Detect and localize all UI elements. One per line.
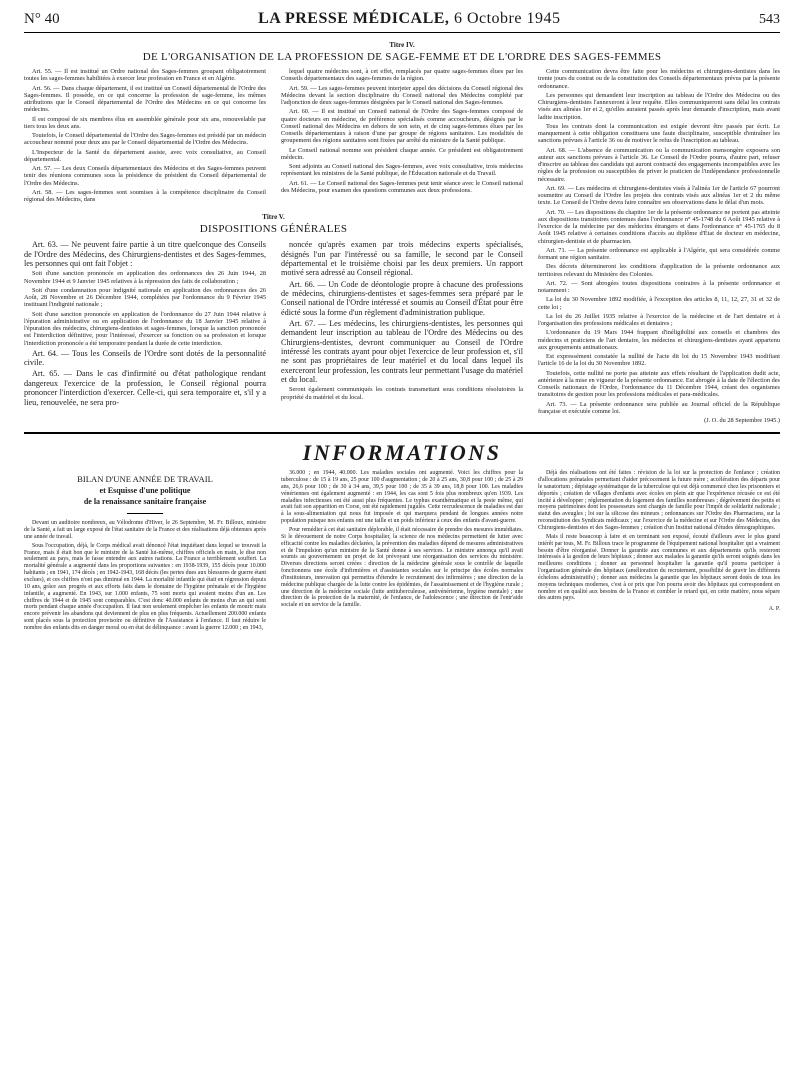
bilan-subtitle-2: de la renaissance sanitaire française — [83, 497, 207, 507]
article-paragraph: Art. 68. — L'absence de communication ou la communication mensongère exposera son auteur aux sanctions prévues à l'article 36. Le Conseil de l'Ordre pourra, d'autre part, refuser d'inscrire au tableau des candidats qui auront contracté des engagements incompatibles avec les règles de la profession ou susceptibles de priver le praticien de l'indépendance professionnelle nécessaire. — [538, 146, 780, 183]
article-paragraph: Devant un auditoire nombreux, au Vélodrome d'Hiver, le 26 Septembre, M. Fr. Billoux, ministre de la Santé, a fait un large exposé de l'état sanitaire de la France et des réalisations déjà obtenues après une année de travail. — [24, 520, 266, 540]
article-paragraph: Art. 55. — Il est institué un Ordre national des Sages-femmes groupant obligatoirement toutes les sages-femmes habilitées à exercer leur profession en France et en Algérie. — [24, 68, 266, 83]
article-paragraph: Sont adjoints au Conseil national des Sages-femmes, avec voix consultative, trois médecins représentant les ministres de la Santé publique, de l'Éducation nationale et du Travail. — [281, 163, 523, 178]
bilan-subtitle-1: et Esquisse d'une politique — [99, 486, 191, 496]
article-paragraph: Est expressément constatée la nullité de l'acte dit loi du 15 Novembre 1943 modifiant l'article 16 de la loi du 30 Novembre 1892. — [538, 353, 780, 368]
informations-column-2 — [281, 470, 523, 634]
issue-number: N° 40 — [24, 11, 60, 27]
article-paragraph: Art. 70. — Les dispositions du chapitre 1er de la présente ordonnance ne portent pas atteinte aux dispositions transitoires contenues dans l'ordonnance n° 45-1748 du 6 Août 1945 relative à l'exercice de la médecine par des médecins étrangers et dans l'ordonnance n° 45-1765 du 8 Août 1945 relative à certaines conditions d'accès au diplôme d'État de docteur en médecine, chirurgien-dentiste et de pharmacien. — [538, 208, 780, 245]
article-paragraph: Art. 65. — Dans le cas d'infirmité ou d'état pathologique rendant dangereux l'exercice de la profession, le Conseil régional pourra prononcer l'interdiction d'exercer. Celle-ci, qui sera temporaire et, s'il y a lieu, renouvelée, ne sera pro- — [24, 369, 266, 407]
article-paragraph: Soit d'une condamnation pour indignité nationale en application des ordonnances des 26 Août, 28 Novembre et 26 Décembre 1944, complétées par l'ordonnance du 9 Février 1945 instituant l'indignité nationale ; — [24, 286, 266, 309]
section-divider — [24, 432, 780, 434]
article-paragraph: La loi du 26 Juillet 1935 relative à l'exercice de la médecine et de l'art dentaire et à l'organisation des professions médicales et dentaires ; — [538, 312, 780, 327]
article-paragraph: L'ordonnance du 19 Mars 1944 frappant d'inéligibilité aux conseils et chambres des médecins et praticiens de l'art dentaire, les médecins et chirurgiens-dentistes ayant appartenu aux groupements antinationaux. — [538, 329, 780, 351]
article-paragraph: 36.000 ; en 1944, 40.000. Les maladies sociales ont augmenté. Voici les chiffres pour la tuberculose : de 15 à 19 ans, 25 pour 100 d'augmentation ; de 20 à 25 ans, 30,8 pour 100 ; de 25 à 29 ans, 26,6 pour 100 ; de 30 à 34 ans, 39,5 pour 100 ; de 35 à 39 ans, 18,8 pour 100. Les maladies vénériennes ont également augmenté : en 1944, les cas sont 5 fois plus nombreux qu'en 1939. Les maladies infectieuses ont été aussi plus fréquentes. Le typhus exanthématique et la peste même, qui avait fait son apparition en Corse, ont été rapidement jugulés. Cette recrudescence de maladies est due à la sous-alimentation qui nous fut imposée et qui marquera pendant de longues années notre population puisque nos enfants ont une taille et un poids inférieur à ceux des enfants d'avant-guerre. — [281, 470, 523, 525]
section-v-columns — [24, 240, 523, 409]
article-paragraph: Les personnes qui demandent leur inscription au tableau de l'Ordre des Médecins ou des Chirurgiens-dentistes l'annexeront à leur requête. Elles communiqueront sans délai les contrats visés aux alinéas 1er et 2, qu'elles auraient passés après leur demande d'inscription, mais avant ladite inscription. — [538, 91, 780, 121]
article-paragraph: Sous l'occupation, déjà, le Corps médical avait dénoncé l'état inquiétant dans lequel se trouvait la France, mais il était bon que le ministre de la Santé lui-même, chiffres officiels en main, le dise non seulement au pays, mais le fasse entendre aux autres nations. La France a terriblement souffert. La mortalité générale a augmenté dans les proportions suivantes : en 1938-1939, 155 décès pour 10.000 habitants ; en 1941, 174 décès ; en 1942-1943, 168 décès (les pertes dues aux blessures de guerre étant exclues), et ces chiffres n'ont pas diminué en 1944. La mortalité infantile qui était en régression depuis 10 ans, grâce aux progrès et aux efforts faits dans le domaine de l'hygiène prénatale et de l'hygiène infantile, a augmenté. En 1943, sur 1.000 enfants, 75 sont morts qui avaient moins d'un an. Les chiffres de 1944 et de 1945 sont comparables. C'est donc 40.000 enfants de moins d'un an qui sont morts pendant chaque année d'occupation. Il faut non seulement empêcher les enfants de mourir mais encore prévenir les abandons qui deviennent de plus en plus fréquents. Actuellement 200.000 enfants sont placés sous la protection provisoire ou définitive de l'Assistance à l'enfance. Il faut réduire le nombre des enfants dits en danger moral ou en état de délinquance : avant la guerre 12.000 ; en 1943, — [24, 542, 266, 631]
title-rule — [127, 513, 163, 514]
article-paragraph: La loi du 30 Novembre 1892 modifiée, à l'exception des articles 8, 11, 12, 27, 31 et 32 de cette loi ; — [538, 296, 780, 311]
article-paragraph: Art. 73. — La présente ordonnance sera publiée au Journal officiel de la République française et exécutée comme loi. — [538, 400, 780, 415]
article-paragraph: Art. 63. — Ne peuvent faire partie à un titre quelconque des Conseils de l'Ordre des Médecins, des Chirurgiens-dentistes et des Sages-femmes, les personnes qui ont fait l'objet : — [24, 240, 266, 268]
page-number: 543 — [758, 12, 780, 27]
article-paragraph: Pour remédier à cet état sanitaire déplorable, il était nécessaire de prendre des mesures immédiates. Si le dévouement de notre Corps hospitalier, la science de nos médecins permettent de lutter avec efficacité contre les maladies déclarées, la prévention des maladies dépend de mesures administratives et de l'impulsion qu'un ministre de la Santé donne à ses services. Le ministre annonça qu'il avait soumis au gouvernement un projet de loi prévoyant une réorganisation des services du ministère. Diverses directions seront créées : direction de la médecine générale sous le contrôle de laquelle fonctionnera une école d'infirmières et d'assistantes sociales sur le principe des écoles normales d'instituteurs, innovation qui permettra d'étendre le recrutement des infirmières ; une direction de la médecine publique chargée de la lutte contre les épidémies, de l'assainissement et de l'hygiène rurale ; une direction de la médecine sociale (lutte antituberculeuse, antivénérienne, hygiène mentale) ; une direction de la protection de la maternité, de l'enfance, de l'adolescence ; une direction de l'entr'aide sociale et un service de la famille. — [281, 527, 523, 609]
section-iv-column-2 — [281, 68, 523, 205]
right-column — [538, 68, 780, 426]
informations-columns — [24, 470, 780, 634]
section-v-column-2 — [281, 240, 523, 409]
article-paragraph: noncée qu'après examen par trois médecins experts spécialisés, désignés l'un par l'intéressé ou sa famille, le second par le Conseil départemental et le troisième choisi par les deux premiers. Un rapport motivé sera adressé au Conseil régional. — [281, 240, 523, 278]
article-paragraph: Art. 69. — Les médecins et chirurgiens-dentistes visés à l'alinéa 1er de l'article 67 pourront soumettre au Conseil de l'Ordre les projets des contrats visés aux alinéas 1er et 2 du même texte. Le Conseil de l'Ordre devra faire connaître ses observations dans le délai d'un mois. — [538, 184, 780, 207]
article-paragraph: Soit d'une sanction prononcée en application de l'ordonnance du 27 Juin 1944 relative à l'épuration administrative ou en application de l'ordonnance du 18 Janvier 1945 relative à l'épuration des médecins, chirurgiens-dentistes et sages-femmes, lorsque la sanction prononcée est l'interdiction définitive, pour l'intéressé, d'exercer sa fonction ou sa profession et lorsque l'interdiction prononcée a été temporaire pendant la durée de cette interdiction. — [24, 310, 266, 347]
titre-v-label: Titre V. — [262, 213, 285, 222]
journal-title — [258, 10, 560, 28]
author-signature: A. P. — [768, 606, 780, 613]
issue-date: 6 Octobre 1945 — [453, 10, 561, 27]
article-paragraph: lequel quatre médecins sont, à cet effet, remplacés par quatre sages-femmes élues par les Conseils départementaux des sages-femmes de la région. — [281, 68, 523, 83]
section-v-column-1 — [24, 240, 266, 409]
article-paragraph: Seront également communiqués les contrats transmettant sous conditions résolutoires la propriété du matériel et du local. — [281, 386, 523, 401]
article-paragraph: Mais il reste beaucoup à faire et en terminant son exposé, écouté d'ailleurs avec le plus grand intérêt par tous, M. Fr. Billoux trace le programme de l'équipement national hospitalier qui a vraiment besoin d'être réorganisé. Donner la garantie aux communes et aux départements qu'ils resteront intéressés à la gestion de leurs hôpitaux ; donner aux malades la garantie qu'ils seront soignés dans les meilleures conditions ; donner au personnel hospitalier la garantie qu'il pourra participer à l'organisation générale des hôpitaux (amélioration du recrutement, possibilité de gravir les différents échelons administratifs) ; donner aux médecins la garantie que les hôpitaux seront dotés de tous les moyens techniques modernes, c'est à ce prix que l'on pourra avoir des hôpitaux qui correspondent en nombre et en qualité aux besoins de la France et combler le retard qui, en cette matière, nous sépare des autres pays. — [538, 533, 780, 602]
bilan-heading — [24, 474, 266, 514]
article-paragraph: Cette communication devra être faite pour les médecins et chirurgiens-dentistes dans les trente jours du contrat ou de la constitution des Conseils départementaux prévus par la présente ordonnance. — [538, 68, 780, 90]
section-iv-column-1 — [24, 68, 266, 205]
article-paragraph: Art. 67. — Les médecins, les chirurgiens-dentistes, les personnes qui demandent leur inscription au tableau de l'Ordre des Médecins ou des Chirurgiens-dentistes, devront communiquer au Conseil de l'Ordre intéressé les contrats ayant pour objet l'exercice de leur profession et, s'il ne sont pas propriétaires de leur matériel et du local dans lequel ils exerceront leur profession, les contrats leur permettant l'usage du matériel et du local. — [281, 319, 524, 385]
titre-v-heading: DISPOSITIONS GÉNÉRALES — [199, 223, 348, 236]
article-paragraph: Art. 58. — Les sages-femmes sont soumises à la compétence disciplinaire du Conseil régional des Médecins, dans — [24, 188, 266, 203]
article-paragraph: Art. 61. — Le Conseil national des Sages-femmes peut tenir séance avec le Conseil national des Médecins, pour examen des questions communes aux deux professions. — [281, 179, 523, 194]
article-paragraph: Art. 64. — Tous les Conseils de l'Ordre sont dotés de la personnalité civile. — [24, 348, 266, 368]
article-paragraph: Toutefois, le Conseil départemental de l'Ordre des Sages-femmes est présidé par un médecin accoucheur nommé pour deux ans par le Conseil départemental de l'Ordre des Médecins. — [24, 132, 266, 147]
newspaper-page — [24, 10, 780, 634]
section-iv-columns — [24, 68, 780, 426]
informations-column-1 — [24, 470, 266, 634]
article-paragraph: Art. 57. — Les deux Conseils départementaux des Médecins et des Sages-femmes peuvent tenir des réunions communes sous la présidence du président du Conseil départemental de l'Ordre des Médecins. — [24, 165, 266, 187]
informations-heading: INFORMATIONS — [302, 440, 502, 466]
page-header — [24, 10, 780, 33]
article-paragraph: Déjà des réalisations ont été faites : révision de la loi sur la protection de l'enfance ; création d'allocations prénatales permettant d'aider précocement la future mère ; accélération des départs pour le sanatorium ; dépistage systématique de la tuberculose qui est déjà commencé chez les prisonniers et déportés ; création de villages d'enfants avec écoles en plein air que l'expérience récusée ce est été incité à développer ; réglementation du logement des familles nombreuses ; dégrèvement des petits et moyens patrimoines dont les possesseurs sont chargés de famille pour l'impôt de solidarité nationale ; statut des aveugles ; loi sur la silicose des mineurs ; ordonnances sur l'Ordre des Pharmaciens, sur la reconstitution des Syndicats médicaux ; sur l'exercice de la médecine et sur l'Ordre des Médecins, des Chirurgiens-dentistes et des Sages-femmes ; création d'un Institut national d'études démographiques. — [538, 470, 780, 531]
article-paragraph: Art. 66. — Un Code de déontologie propre à chacune des professions de médecins, chirurgiens-dentistes et sages-femmes sera préparé par le Conseil national de l'Ordre intéressé et soumis au Conseil d'État pour être édicté sous la forme d'un règlement d'administration publique. — [281, 279, 523, 317]
journal-name: LA PRESSE MÉDICALE, — [258, 10, 450, 27]
article-paragraph: Toutefois, cette nullité ne porte pas atteinte aux effets résultant de l'application dudit acte, antérieure à la mise en vigueur de la présente ordonnance. Est abrogée à la date de l'élection des Conseils nationaux de l'Ordre, l'ordonnance du 11 Décembre 1944, créant des organismes transitoires de gestion pour les professions médicales et para-médicales. — [538, 369, 780, 399]
article-paragraph: Art. 56. — Dans chaque département, il est institué un Conseil départemental de l'Ordre des Sages-femmes. Il possède, en ce qui concerne la profession de sage-femme, les mêmes attributions que le Conseil départemental de l'Ordre des Médecins en ce qui concerne les médecins. — [24, 84, 266, 114]
article-paragraph: Des décrets détermineront les conditions d'application de la présente ordonnance aux territoires relevant du Ministère des Colonies. — [538, 263, 780, 278]
article-paragraph: Art. 72. — Sont abrogées toutes dispositions contraires à la présente ordonnance et notamment : — [538, 279, 780, 294]
titre-v-block — [24, 205, 523, 409]
titre-iv-heading: DE L'ORGANISATION DE LA PROFESSION DE SAGE-FEMME ET DE L'ORDRE DES SAGES-FEMMES — [142, 51, 662, 63]
article-paragraph: Art. 60. — Il est institué un Conseil national de l'Ordre des Sages-femmes composé de quatre docteurs en médecine, de préférence spécialisés comme accoucheurs, désignés par le Conseil national des Médecins en dehors de son sein, et de cinq sages-femmes élues par les Conseils départementaux à raison d'une par groupe de régions sanitaires. Les modalités de groupement des régions sanitaires sont fixées par arrêté du ministre de la Santé publique. — [281, 108, 523, 145]
informations-column-3 — [538, 470, 780, 634]
article-paragraph: Soit d'une sanction prononcée en application des ordonnances des 26 Juin 1944, 28 Novembre 1944 et 9 Janvier 1945 relatives à la répression des faits de collaboration ; — [24, 270, 266, 285]
article-paragraph: Art. 71. — La présente ordonnance est applicable à l'Algérie, qui sera considérée comme formant une région sanitaire. — [538, 246, 780, 261]
bilan-title: BILAN D'UNE ANNÉE DE TRAVAIL — [77, 474, 213, 485]
journal-officiel-reference: (J. O. du 28 Septembre 1945.) — [704, 417, 780, 424]
article-paragraph: Tous les contrats dont la communication est exigée devront être passés par écrit. Le manquement à cette obligation constituera une faute disciplinaire, susceptible d'entraîner les sanctions prévues à l'article 36 ou de motiver le refus de l'inscription au tableau. — [538, 122, 780, 145]
titre-iv-label: Titre IV. — [389, 41, 415, 49]
article-paragraph: Art. 59. — Les sages-femmes peuvent interjeter appel des décisions du Conseil régional des Médecins devant la section disciplinaire du Conseil national des Médecins complété par l'adjonction de deux sages-femmes désignées par le Conseil national des Sages-femmes. — [281, 84, 523, 106]
article-paragraph: L'Inspecteur de la Santé du département assiste, avec voix consultative, au Conseil départemental. — [24, 148, 266, 163]
article-paragraph: Le Conseil national nomme son président chaque année. Ce président est obligatoirement médecin. — [281, 146, 523, 161]
article-paragraph: Il est composé de six membres élus en assemblée générale pour six ans, renouvelable par tiers tous les deux ans. — [24, 115, 266, 130]
